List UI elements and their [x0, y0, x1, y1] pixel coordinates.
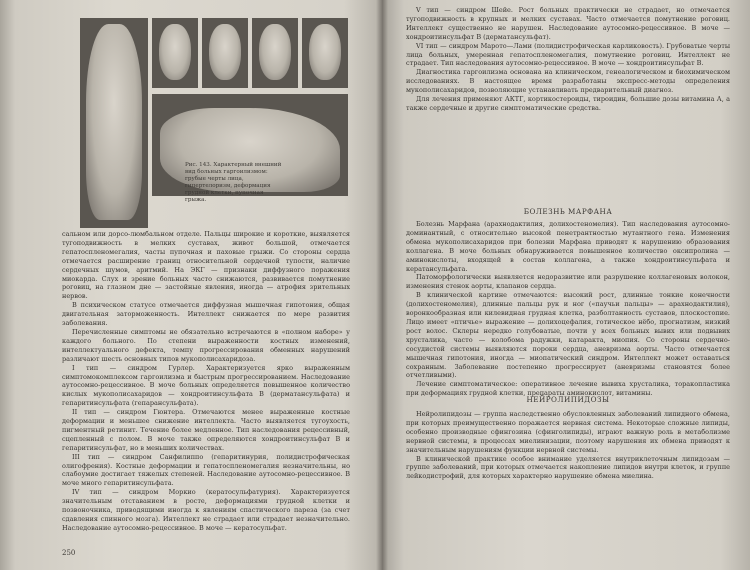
right-text-bottom — [406, 410, 730, 481]
book-gutter — [376, 0, 388, 570]
paragraph: VI тип — синдром Марото—Лами (полидистрофическая карликовость). Грубоватые черты лица больных, умеренная гепатоспленомегалия, помутнение роговиц. Интеллект не страдает. Тип наследования аутосомно-рецессивное. В моче — хондроитинсульфат В. — [406, 41, 730, 68]
left-text — [62, 230, 350, 533]
paragraph: III тип — синдром Санфилиппо (гепаритинурия, полидистрофическая олигофрения). Костные деформации и гепатоспленомегалия незначительны, но слабоумие достигает тяжелых степеней. Наследование аутосомно-рецессивное. В моче много гепаритинсульфата. — [62, 452, 350, 488]
paragraph: Для лечения применяют АКТГ, кортикостероиды, тироидин, большие дозы витамина А, а также сердечные и другие симптоматические средства. — [406, 95, 730, 112]
paragraph: Нейролипидозы — группа наследственно обусловленных заболеваний липидного обмена, при которых преимущественно поражается нервная система. Некоторые сложные липиды, особенно производные сфингозина (сфинголипиды), играют важную роль в метаболизме нервной системы, в процессах миелинизации, поэтому нарушения их обмена приводят к значительным нарушениям функции нервной системы. — [406, 410, 730, 454]
right-text-top — [406, 6, 730, 113]
paragraph: IV тип — синдром Моркио (кератосульфатурия). Характеризуется значительным отставанием в росте, деформациями грудной клетки и позвоночника, приводящими иногда к явлениям спастического пареза (за счет сдавления спинного мозга). Интеллект не страдает или страдает незначительно. Наследование аутосомно-рецессивное. В моче — кератосульфат. — [62, 488, 350, 532]
paragraph: Болезнь Марфана (арахнодактилия, долихостеномелия). Тип наследования аутосомно-доминантный, с относительно высокой пенетрантностью мутантного гена. Изменения обмена мукополисахаридов при болезни Марфана приводят к нарушению образования коллагена. В моче больных обнаруживается повышенное количество оксипролина — аминокислоты, входящей в состав коллагена, а также хондроитинсульфата и кератансульфата. — [406, 220, 730, 273]
paragraph: сальном или дорсо-люмбальном отделе. Пальцы широкие и короткие, выявляется тугоподвижность в мелких суставах, живот большой, отмечается гепатоспленомегалия, часты пупочная и паховые грыжи. Со стороны сердца отмечается расширение границ относительной сердечной тупости, наличие сердечных шумов, аритмий. На ЭКГ — признаки диффузного поражения миокарда. Слух и зрение больных часто снижаются, развивается помутнение роговиц, на глазном дне — застойные явления, иногда — атрофия зрительных нервов. — [62, 230, 350, 301]
paragraph: В клинической картине отмечаются: высокий рост, длинные тонкие конечности (долихостеномелия), длинные пальцы рук и ног («паучьи пальцы» — арахнодактилия), воронкообразная или килевидная грудная клетка, разболтанность суставов, плоскостопие. Лицо имеет «птичье» выражение — долихоцефалия, готическое нёбо, прогнатизм, низкий рост волос. Склеры нередко голубоватые, почти у всех больных вывих или подвывих хрусталика, часто — колобома радужки, катаракта, миопия. Со стороны сердечно-сосудистой системы выявляются пороки сердца, аневризма аорты. Часто отмечается мышечная гипотония, иногда — миопатический синдром. Интеллект может оставаться сохранным. Заболевание постепенно прогрессирует (аневризмы становятся более отчетливыми). — [406, 291, 730, 380]
child-face-photo-3 — [252, 18, 298, 88]
figure-caption: Рис. 143. Характерный внешний вид больных гаргоилизмом: грубые черты лица, гипертелоризм, деформация грудной клетки, пупочная грыжа. — [185, 162, 282, 203]
section-title-marfan: БОЛЕЗНЬ МАРФАНА — [523, 207, 613, 216]
paragraph: Перечисленные симптомы не обязательно встречаются в «полном наборе» у каждого больного. По степени выраженности костных изменений, интеллектуального дефекта, темпу прогрессирования обменных нарушений различают шесть основных типов мукополисахаридоза. — [62, 327, 350, 363]
paragraph: II тип — синдром Гюнтера. Отмечаются менее выраженные костные деформации и меньшее снижение интеллекта. Часто выявляется тугоухость, пигментный ретинит. Течение более медленное. Тип наследования рецессивный, сцепленный с полом. В моче также определяются хондроитинсульфат В и гепаритинсульфат, но в меньших количествах. — [62, 408, 350, 452]
paragraph: V тип — синдром Шейе. Рост больных практически не страдает, но отмечается тугоподвижность в крупных и мелких суставах. Часто отмечается помутнение роговиц. Интеллект существенно не нарушен. Наследование аутосомно-рецессивное. В моче — хондроитинсульфат В (дерматансульфат). — [406, 6, 730, 41]
paragraph: Лечение симптоматическое: оперативное лечение вывиха хрусталика, торакопластика при деформациях грудной клетки, препараты аминокислот, витамины. — [406, 380, 730, 398]
right-page — [382, 0, 750, 570]
page-number: 250 — [62, 549, 76, 557]
child-face-photo-2 — [202, 18, 248, 88]
child-standing-photo — [80, 18, 148, 228]
paragraph: В клинической практике особое внимание уделяется внутриклеточным липидозам — группе заболеваний, при которых отмечается накопление липидов внутри клеток, и группе лейкодистрофий, для которых характерно нарушение обмена миелина. — [406, 454, 730, 481]
child-face-photo-1 — [152, 18, 198, 88]
right-text-mid — [406, 220, 730, 398]
paragraph: I тип — синдром Гурлер. Характеризуется ярко выраженным симптомокомплексом гаргоилизма и быстрым прогрессированием. Наследование аутосомно-рецессивное. В моче больных определяется повышенное количество кислых мукополисахаридов — хондроитинсульфата В (дерматансульфата) и гепаритинсульфата (гепарансульфата). — [62, 363, 350, 408]
paragraph: Диагностика гаргоилизма основана на клиническом, генеалогическом и биохимическом исследованиях. В настоящее время разработаны экспресс-методы определения мукополисахаридов, позволяющие устанавливать предварительный диагноз. — [406, 68, 730, 95]
paragraph: В психическом статусе отмечается диффузная мышечная гипотония, общая двигательная заторможенность. Интеллект снижается по мере развития заболевания. — [62, 301, 350, 328]
section-title-neurolipidoses: НЕЙРОЛИПИДОЗЫ — [526, 395, 610, 404]
paragraph: Патоморфологически выявляется недоразвитие или разрушение коллагеновых волокон, изменения стенок аорты, клапанов сердца. — [406, 273, 730, 291]
child-face-photo-4 — [302, 18, 348, 88]
